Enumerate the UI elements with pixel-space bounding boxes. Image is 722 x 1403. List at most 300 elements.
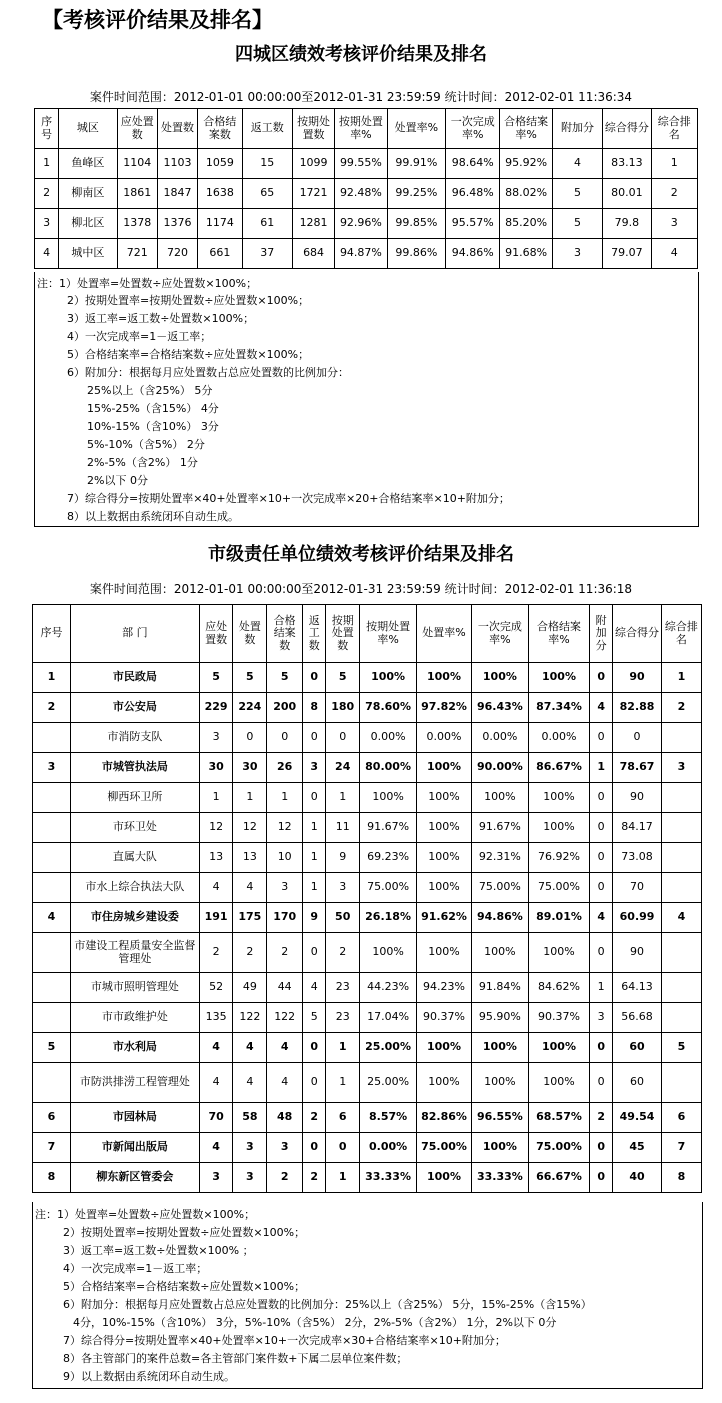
table-cell: 60 bbox=[613, 1033, 662, 1063]
note-line: 15%-25%（含15%） 4分 bbox=[87, 402, 219, 415]
table-cell: 0 bbox=[303, 933, 326, 973]
table-cell: 97.82% bbox=[417, 693, 472, 723]
table-cell: 52 bbox=[199, 973, 233, 1003]
note-line: 8）各主管部门的案件总数=各主管部门案件数+下属二层单位案件数； bbox=[63, 1352, 408, 1365]
table-cell: 6 bbox=[33, 1103, 71, 1133]
table-cell: 48 bbox=[267, 1103, 303, 1133]
table-cell bbox=[661, 1063, 701, 1103]
table-cell: 100% bbox=[417, 1033, 472, 1063]
table-cell: 2 bbox=[267, 1163, 303, 1193]
table-cell: 79.07 bbox=[603, 239, 651, 269]
table-cell: 96.48% bbox=[446, 179, 500, 209]
note-line: 注：1）处置率=处置数÷应处置数×100%； bbox=[35, 1208, 256, 1221]
table-cell: 1 bbox=[651, 149, 697, 179]
table-cell: 90 bbox=[613, 663, 662, 693]
table-cell: 40 bbox=[613, 1163, 662, 1193]
table-cell: 73.08 bbox=[613, 843, 662, 873]
table-cell: 市防洪排涝工程管理处 bbox=[70, 1063, 199, 1103]
table-cell: 3 bbox=[199, 723, 233, 753]
table-header-row bbox=[35, 109, 698, 149]
table-cell: 13 bbox=[199, 843, 233, 873]
district-table bbox=[34, 108, 698, 269]
table-cell: 90 bbox=[613, 933, 662, 973]
table-cell bbox=[661, 1003, 701, 1033]
table-cell bbox=[661, 973, 701, 1003]
table-cell: 175 bbox=[233, 903, 267, 933]
table-cell: 65 bbox=[242, 179, 292, 209]
table-cell: 2 bbox=[199, 933, 233, 973]
table-cell: 鱼峰区 bbox=[59, 149, 117, 179]
table-cell: 4 bbox=[590, 903, 613, 933]
table-cell: 0 bbox=[590, 723, 613, 753]
table-cell: 1 bbox=[33, 663, 71, 693]
table-cell: 3 bbox=[661, 753, 701, 783]
note-line: 5%-10%（含5%） 2分 bbox=[87, 438, 205, 451]
table-cell: 99.91% bbox=[387, 149, 445, 179]
table-cell: 56.68 bbox=[613, 1003, 662, 1033]
column-header: 一次完成率% bbox=[471, 605, 528, 663]
table-row bbox=[33, 1033, 702, 1063]
table-cell: 75.00% bbox=[528, 873, 589, 903]
column-header: 城区 bbox=[59, 109, 117, 149]
table-cell: 23 bbox=[326, 1003, 360, 1033]
table-row bbox=[33, 693, 702, 723]
table-row bbox=[35, 179, 698, 209]
table-cell: 1721 bbox=[292, 179, 334, 209]
table-cell: 122 bbox=[267, 1003, 303, 1033]
table-row bbox=[33, 1103, 702, 1133]
table-cell: 91.62% bbox=[417, 903, 472, 933]
section2-title: 市级责任单位绩效考核评价结果及排名 bbox=[208, 544, 514, 565]
table-cell: 7 bbox=[661, 1133, 701, 1163]
table-cell: 30 bbox=[199, 753, 233, 783]
table-cell: 2 bbox=[661, 693, 701, 723]
table-cell: 1 bbox=[303, 873, 326, 903]
table-cell: 12 bbox=[233, 813, 267, 843]
table-cell: 6 bbox=[326, 1103, 360, 1133]
table-cell: 99.86% bbox=[387, 239, 445, 269]
table-cell: 0 bbox=[590, 933, 613, 973]
table-cell: 市民政局 bbox=[70, 663, 199, 693]
note-line: 4分，10%-15%（含10%） 3分，5%-10%（含5%） 2分，2%-5%（含2%） 1分，2%以下 0分 bbox=[73, 1316, 557, 1329]
table-cell: 4 bbox=[552, 149, 602, 179]
section2-notes bbox=[32, 1202, 703, 1389]
table-cell: 180 bbox=[326, 693, 360, 723]
table-cell: 1376 bbox=[157, 209, 197, 239]
table-cell: 5 bbox=[233, 663, 267, 693]
table-cell: 94.87% bbox=[335, 239, 387, 269]
table-cell: 5 bbox=[267, 663, 303, 693]
table-cell: 99.25% bbox=[387, 179, 445, 209]
table-cell: 4 bbox=[233, 1033, 267, 1063]
table-cell: 市园林局 bbox=[70, 1103, 199, 1133]
column-header: 合格结案率% bbox=[528, 605, 589, 663]
table-cell: 2 bbox=[233, 933, 267, 973]
table-cell bbox=[33, 873, 71, 903]
table-cell: 市建设工程质量安全监督管理处 bbox=[70, 933, 199, 973]
table-row bbox=[33, 813, 702, 843]
table-cell: 0 bbox=[326, 723, 360, 753]
table-cell: 5 bbox=[33, 1033, 71, 1063]
table-cell: 5 bbox=[303, 1003, 326, 1033]
table-cell: 82.88 bbox=[613, 693, 662, 723]
table-row bbox=[33, 783, 702, 813]
table-row bbox=[33, 1063, 702, 1103]
table-cell: 82.86% bbox=[417, 1103, 472, 1133]
column-header: 综合得分 bbox=[603, 109, 651, 149]
table-cell: 25.00% bbox=[360, 1033, 417, 1063]
table-cell: 100% bbox=[417, 783, 472, 813]
table-cell: 70 bbox=[199, 1103, 233, 1133]
table-cell: 100% bbox=[471, 663, 528, 693]
table-cell: 1 bbox=[267, 783, 303, 813]
note-line: 6）附加分：根据每月应处置数占总应处置数的比例加分： bbox=[67, 366, 349, 379]
table-cell: 100% bbox=[528, 813, 589, 843]
table-cell: 95.92% bbox=[500, 149, 552, 179]
table-cell: 61 bbox=[242, 209, 292, 239]
table-cell: 100% bbox=[528, 783, 589, 813]
table-cell: 91.67% bbox=[471, 813, 528, 843]
table-cell: 87.34% bbox=[528, 693, 589, 723]
table-cell: 3 bbox=[590, 1003, 613, 1033]
table-cell: 4 bbox=[199, 1063, 233, 1103]
table-cell: 100% bbox=[528, 933, 589, 973]
table-cell: 99.85% bbox=[387, 209, 445, 239]
table-row bbox=[33, 1133, 702, 1163]
table-cell: 96.43% bbox=[471, 693, 528, 723]
column-header: 序号 bbox=[35, 109, 59, 149]
table-cell bbox=[33, 933, 71, 973]
table-cell: 721 bbox=[117, 239, 157, 269]
table-cell: 90.37% bbox=[528, 1003, 589, 1033]
table-cell: 80.01 bbox=[603, 179, 651, 209]
note-line: 2%以下 0分 bbox=[87, 474, 148, 487]
table-cell: 城中区 bbox=[59, 239, 117, 269]
note-line: 9）以上数据由系统闭环自动生成。 bbox=[63, 1370, 235, 1383]
table-cell: 9 bbox=[303, 903, 326, 933]
table-cell: 0 bbox=[267, 723, 303, 753]
table-cell: 100% bbox=[360, 783, 417, 813]
table-cell: 8 bbox=[33, 1163, 71, 1193]
table-cell: 8.57% bbox=[360, 1103, 417, 1133]
column-header: 按期处置数 bbox=[292, 109, 334, 149]
table-cell: 135 bbox=[199, 1003, 233, 1033]
table-row bbox=[35, 149, 698, 179]
table-cell: 0 bbox=[590, 1063, 613, 1103]
table-cell: 92.31% bbox=[471, 843, 528, 873]
table-cell: 5 bbox=[326, 663, 360, 693]
table-cell: 64.13 bbox=[613, 973, 662, 1003]
column-header: 综合得分 bbox=[613, 605, 662, 663]
table-cell: 0 bbox=[590, 783, 613, 813]
table-cell: 柳北区 bbox=[59, 209, 117, 239]
table-cell: 2 bbox=[326, 933, 360, 973]
table-cell: 3 bbox=[33, 753, 71, 783]
note-line: 4）一次完成率=1－返工率； bbox=[63, 1262, 208, 1275]
table-cell: 市新闻出版局 bbox=[70, 1133, 199, 1163]
table-cell: 0.00% bbox=[360, 723, 417, 753]
table-cell: 70 bbox=[613, 873, 662, 903]
table-cell: 3 bbox=[326, 873, 360, 903]
table-row bbox=[33, 903, 702, 933]
table-cell: 100% bbox=[471, 1033, 528, 1063]
table-cell: 229 bbox=[199, 693, 233, 723]
table-cell: 0 bbox=[590, 873, 613, 903]
table-row bbox=[33, 753, 702, 783]
table-cell: 17.04% bbox=[360, 1003, 417, 1033]
column-header: 一次完成率% bbox=[446, 109, 500, 149]
table-cell: 4 bbox=[199, 873, 233, 903]
table-row bbox=[33, 933, 702, 973]
table-cell: 1 bbox=[326, 783, 360, 813]
table-cell: 88.02% bbox=[500, 179, 552, 209]
table-cell: 89.01% bbox=[528, 903, 589, 933]
note-line: 5）合格结案率=合格结案数÷应处置数×100%； bbox=[67, 348, 310, 361]
table-cell: 26.18% bbox=[360, 903, 417, 933]
table-cell: 95.90% bbox=[471, 1003, 528, 1033]
table-cell: 柳西环卫所 bbox=[70, 783, 199, 813]
table-cell: 33.33% bbox=[471, 1163, 528, 1193]
table-cell: 市市政维护处 bbox=[70, 1003, 199, 1033]
table-cell: 4 bbox=[267, 1063, 303, 1103]
table-cell: 2 bbox=[33, 693, 71, 723]
table-cell: 8 bbox=[661, 1163, 701, 1193]
table-cell: 1281 bbox=[292, 209, 334, 239]
table-cell: 100% bbox=[417, 873, 472, 903]
table-cell: 13 bbox=[233, 843, 267, 873]
note-line: 2%-5%（含2%） 1分 bbox=[87, 456, 198, 469]
table-cell: 3 bbox=[303, 753, 326, 783]
table-cell: 0 bbox=[590, 813, 613, 843]
table-cell: 3 bbox=[199, 1163, 233, 1193]
table-cell: 23 bbox=[326, 973, 360, 1003]
table-cell: 0 bbox=[303, 663, 326, 693]
table-cell: 市住房城乡建设委 bbox=[70, 903, 199, 933]
column-header: 附加分 bbox=[590, 605, 613, 663]
table-cell: 98.64% bbox=[446, 149, 500, 179]
table-row bbox=[33, 973, 702, 1003]
table-cell: 1 bbox=[661, 663, 701, 693]
table-cell: 100% bbox=[417, 753, 472, 783]
table-cell: 市城市照明管理处 bbox=[70, 973, 199, 1003]
table-cell: 5 bbox=[552, 209, 602, 239]
note-line: 25%以上（含25%） 5分 bbox=[87, 384, 213, 397]
table-cell: 100% bbox=[417, 843, 472, 873]
table-cell: 79.8 bbox=[603, 209, 651, 239]
table-cell: 1847 bbox=[157, 179, 197, 209]
table-cell: 86.67% bbox=[528, 753, 589, 783]
table-cell: 76.92% bbox=[528, 843, 589, 873]
table-cell: 市城管执法局 bbox=[70, 753, 199, 783]
column-header: 按期处置数 bbox=[326, 605, 360, 663]
table-cell: 直属大队 bbox=[70, 843, 199, 873]
table-cell bbox=[661, 933, 701, 973]
note-line: 7）综合得分=按期处置率×40+处置率×10+一次完成率×30+合格结案率×10+附加分； bbox=[63, 1334, 506, 1347]
table-cell: 100% bbox=[417, 933, 472, 973]
table-cell: 0 bbox=[303, 1133, 326, 1163]
table-cell: 0 bbox=[613, 723, 662, 753]
table-cell: 92.48% bbox=[335, 179, 387, 209]
table-cell bbox=[661, 843, 701, 873]
table-cell: 84.17 bbox=[613, 813, 662, 843]
table-cell: 224 bbox=[233, 693, 267, 723]
table-cell: 50 bbox=[326, 903, 360, 933]
table-cell: 1174 bbox=[198, 209, 242, 239]
table-cell: 122 bbox=[233, 1003, 267, 1033]
table-cell: 100% bbox=[528, 1063, 589, 1103]
table-cell: 684 bbox=[292, 239, 334, 269]
table-cell: 0 bbox=[590, 1033, 613, 1063]
table-cell: 3 bbox=[233, 1163, 267, 1193]
table-cell: 45 bbox=[613, 1133, 662, 1163]
table-cell: 100% bbox=[471, 1063, 528, 1103]
table-cell: 4 bbox=[267, 1033, 303, 1063]
table-cell: 78.60% bbox=[360, 693, 417, 723]
table-cell: 69.23% bbox=[360, 843, 417, 873]
table-cell: 100% bbox=[528, 1033, 589, 1063]
table-cell: 0 bbox=[303, 1033, 326, 1063]
table-cell bbox=[33, 973, 71, 1003]
table-cell: 100% bbox=[471, 1133, 528, 1163]
table-cell bbox=[661, 783, 701, 813]
column-header: 附加分 bbox=[552, 109, 602, 149]
table-cell: 99.55% bbox=[335, 149, 387, 179]
table-cell: 1 bbox=[326, 1033, 360, 1063]
table-row bbox=[33, 663, 702, 693]
table-cell: 1 bbox=[303, 813, 326, 843]
table-cell: 0.00% bbox=[360, 1133, 417, 1163]
table-header-row bbox=[33, 605, 702, 663]
table-cell: 1103 bbox=[157, 149, 197, 179]
table-cell: 5 bbox=[199, 663, 233, 693]
table-cell: 1099 bbox=[292, 149, 334, 179]
table-row bbox=[33, 843, 702, 873]
table-cell: 75.00% bbox=[417, 1133, 472, 1163]
column-header: 序号 bbox=[33, 605, 71, 663]
table-cell bbox=[661, 813, 701, 843]
column-header: 按期处置率% bbox=[335, 109, 387, 149]
table-cell: 30 bbox=[233, 753, 267, 783]
table-cell: 0 bbox=[590, 663, 613, 693]
table-cell: 8 bbox=[303, 693, 326, 723]
table-cell: 1 bbox=[326, 1163, 360, 1193]
table-cell: 市环卫处 bbox=[70, 813, 199, 843]
table-cell: 1378 bbox=[117, 209, 157, 239]
table-cell: 91.84% bbox=[471, 973, 528, 1003]
table-cell: 100% bbox=[417, 663, 472, 693]
table-cell: 12 bbox=[199, 813, 233, 843]
table-cell: 1 bbox=[199, 783, 233, 813]
table-cell: 1 bbox=[590, 753, 613, 783]
note-line: 7）综合得分=按期处置率×40+处置率×10+一次完成率×20+合格结案率×10+附加分； bbox=[67, 492, 510, 505]
table-cell: 0 bbox=[590, 843, 613, 873]
table-cell bbox=[33, 1003, 71, 1033]
table-cell: 1 bbox=[303, 843, 326, 873]
table-cell bbox=[33, 723, 71, 753]
note-line: 2）按期处置率=按期处置数÷应处置数×100%； bbox=[63, 1226, 306, 1239]
table-cell bbox=[33, 1063, 71, 1103]
table-cell: 75.00% bbox=[360, 873, 417, 903]
table-cell: 66.67% bbox=[528, 1163, 589, 1193]
note-line: 5）合格结案率=合格结案数÷应处置数×100%； bbox=[63, 1280, 306, 1293]
table-cell: 0.00% bbox=[528, 723, 589, 753]
table-cell: 柳东新区管委会 bbox=[70, 1163, 199, 1193]
section1-title: 四城区绩效考核评价结果及排名 bbox=[235, 44, 487, 65]
table-cell bbox=[661, 723, 701, 753]
table-cell: 91.67% bbox=[360, 813, 417, 843]
table-cell: 94.86% bbox=[446, 239, 500, 269]
table-cell: 1 bbox=[233, 783, 267, 813]
table-cell: 95.57% bbox=[446, 209, 500, 239]
column-header: 综合排名 bbox=[651, 109, 697, 149]
table-cell: 3 bbox=[35, 209, 59, 239]
table-cell: 37 bbox=[242, 239, 292, 269]
table-cell: 170 bbox=[267, 903, 303, 933]
table-cell: 5 bbox=[552, 179, 602, 209]
table-cell: 市消防支队 bbox=[70, 723, 199, 753]
note-line: 3）返工率=返工数÷处置数×100% ； bbox=[63, 1244, 254, 1257]
note-line: 3）返工率=返工数÷处置数×100%； bbox=[67, 312, 255, 325]
note-line: 4）一次完成率=1－返工率； bbox=[67, 330, 212, 343]
table-cell: 4 bbox=[233, 1063, 267, 1103]
note-line: 6）附加分：根据每月应处置数占总应处置数的比例加分：25%以上（含25%） 5分，15%-25%（含15%） bbox=[63, 1298, 592, 1311]
table-cell: 1638 bbox=[198, 179, 242, 209]
column-header: 按期处置率% bbox=[360, 605, 417, 663]
table-cell: 100% bbox=[417, 1063, 472, 1103]
column-header: 处置率% bbox=[417, 605, 472, 663]
table-cell: 2 bbox=[590, 1103, 613, 1133]
table-cell: 4 bbox=[233, 873, 267, 903]
table-cell: 0 bbox=[303, 723, 326, 753]
table-cell: 75.00% bbox=[471, 873, 528, 903]
column-header: 处置率% bbox=[387, 109, 445, 149]
table-row bbox=[33, 1003, 702, 1033]
table-cell: 6 bbox=[661, 1103, 701, 1133]
table-cell: 4 bbox=[303, 973, 326, 1003]
table-cell: 84.62% bbox=[528, 973, 589, 1003]
table-cell: 83.13 bbox=[603, 149, 651, 179]
table-cell: 3 bbox=[552, 239, 602, 269]
table-cell bbox=[33, 843, 71, 873]
table-cell: 4 bbox=[199, 1033, 233, 1063]
table-cell: 44 bbox=[267, 973, 303, 1003]
section1-notes bbox=[34, 272, 699, 527]
table-cell: 100% bbox=[471, 783, 528, 813]
column-header: 部 门 bbox=[70, 605, 199, 663]
table-cell bbox=[33, 783, 71, 813]
column-header: 处置数 bbox=[157, 109, 197, 149]
table-cell: 2 bbox=[651, 179, 697, 209]
note-line: 10%-15%（含10%） 3分 bbox=[87, 420, 219, 433]
table-cell: 9 bbox=[326, 843, 360, 873]
table-cell: 市公安局 bbox=[70, 693, 199, 723]
table-cell: 2 bbox=[35, 179, 59, 209]
section1-meta: 案件时间范围：2012-01-01 00:00:00至2012-01-31 23:59:59 统计时间：2012-02-01 11:36:34 bbox=[89, 90, 633, 104]
table-cell: 4 bbox=[590, 693, 613, 723]
section2-meta: 案件时间范围：2012-01-01 00:00:00至2012-01-31 23:59:59 统计时间：2012-02-01 11:36:18 bbox=[89, 582, 633, 596]
table-cell: 24 bbox=[326, 753, 360, 783]
table-cell: 0 bbox=[233, 723, 267, 753]
table-cell: 4 bbox=[651, 239, 697, 269]
table-cell: 0.00% bbox=[471, 723, 528, 753]
table-row bbox=[33, 723, 702, 753]
table-cell: 60.99 bbox=[613, 903, 662, 933]
table-cell: 80.00% bbox=[360, 753, 417, 783]
table-cell bbox=[33, 813, 71, 843]
table-cell: 25.00% bbox=[360, 1063, 417, 1103]
column-header: 返工数 bbox=[242, 109, 292, 149]
column-header: 应处置数 bbox=[199, 605, 233, 663]
